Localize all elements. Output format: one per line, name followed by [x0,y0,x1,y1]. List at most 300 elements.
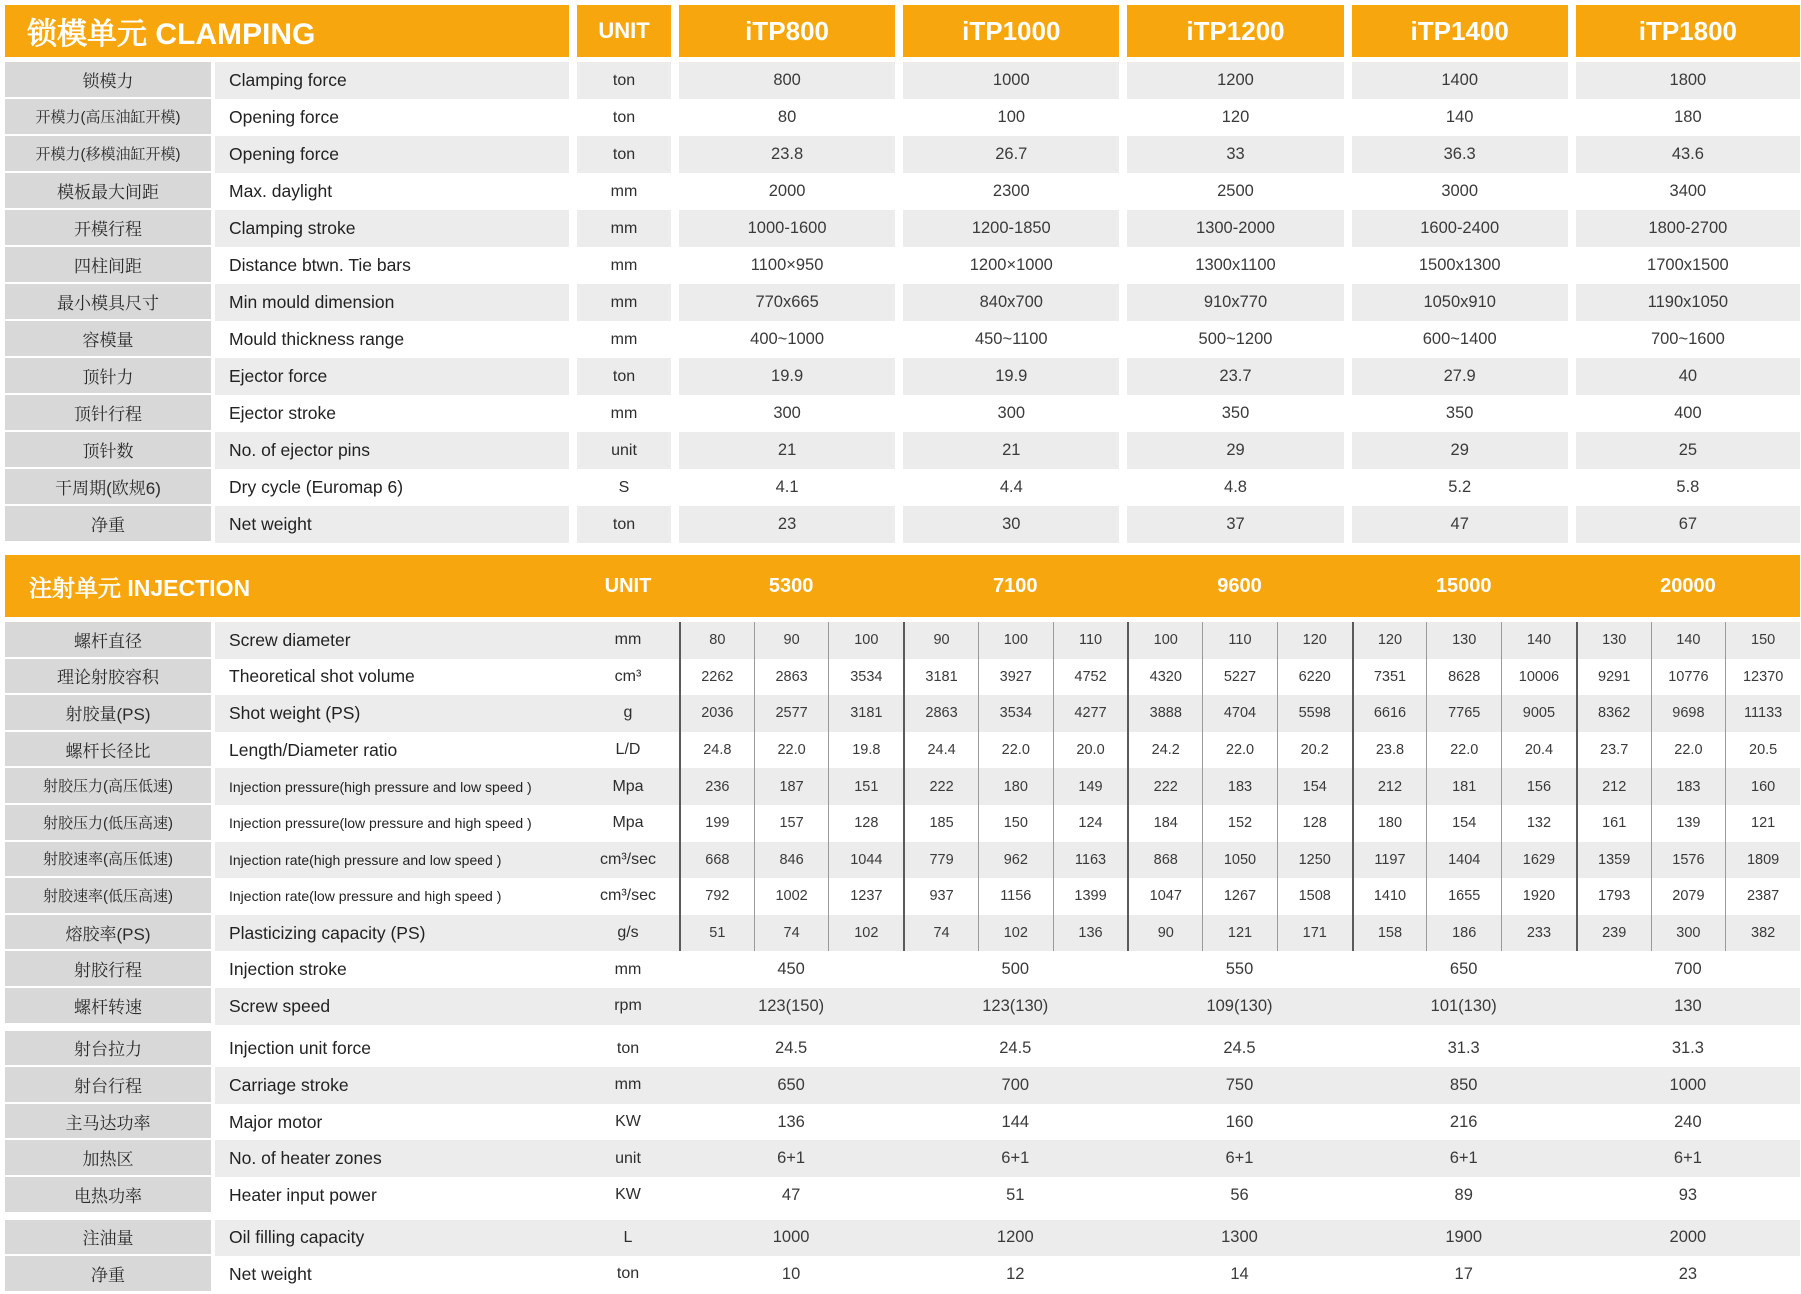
row-label-cn: 电热功率 [5,1177,215,1214]
value-cell: 43.6 [1671,145,1704,163]
value-cell: 1300 [1221,1228,1258,1247]
value-cell: 23.7 [1576,732,1651,769]
value-cell: 6616 [1352,695,1427,732]
value-cell: 700 [1001,1075,1030,1094]
row-unit: ton [577,506,679,543]
value-cell: 750 [1225,1075,1254,1094]
value-cell: 23 [1678,1264,1698,1283]
row-label-cn: 最小模具尺寸 [5,284,215,321]
value-cell: 1576 [1651,842,1726,879]
row-label-en: Carriage stroke [229,1074,349,1095]
row-label-cn: 射胶量(PS) [5,695,215,732]
value-cell: 4704 [1202,695,1277,732]
value-cell: 20.5 [1725,732,1800,769]
value-cell: 140 [1501,622,1576,659]
value-cell: 1629 [1501,842,1576,879]
value-cell: 1267 [1202,878,1277,915]
spec-row [5,732,1800,769]
value-cell: 121 [1725,805,1800,842]
value-cell: 4752 [1053,659,1128,696]
value-cell: 157 [754,805,829,842]
value-cell: 25 [1678,441,1698,459]
row-unit: mm [577,395,679,432]
value-cell: 1359 [1576,842,1651,879]
value-cell: 8628 [1426,659,1501,696]
value-cell: 150 [1725,622,1800,659]
value-cell: 1197 [1352,842,1427,879]
value-cell: 1100×950 [679,247,903,284]
row-label-en: Injection rate(high pressure and low speed ) [229,851,502,868]
value-cell: 1000 [1669,1075,1707,1094]
value-cell: 181 [1426,768,1501,805]
value-cell: 2262 [679,659,754,696]
value-cell: 40 [1678,367,1698,385]
row-label-en: Injection pressure(low pressure and high speed ) [229,815,532,832]
value-cell: 136 [1053,915,1128,952]
value-cell: 21 [679,432,903,469]
row-unit: unit [615,1149,641,1167]
value-cell: 400~1000 [679,321,903,358]
value-cell: 51 [679,915,754,952]
value-cell: 1000 [772,1228,810,1247]
value-cell: 100 [903,99,1127,136]
unit-header-20000: 20000 [1660,574,1716,597]
model-header-itp1200: iTP1200 [1127,5,1351,57]
row-label-cn: 开模力(移模油缸开模) [5,136,215,173]
row-label-cn: 顶针数 [5,432,215,469]
value-cell: 2387 [1725,878,1800,915]
value-cell: 240 [1674,1112,1702,1131]
value-cell: 23.8 [679,136,903,173]
spec-row [5,395,1800,432]
value-cell: 1655 [1426,878,1501,915]
value-cell: 140 [1651,622,1726,659]
row-label-en: Mould thickness range [215,321,577,358]
value-cell: 1500x1300 [1352,247,1576,284]
unit-header-15000: 15000 [1435,574,1492,597]
row-label-en: Opening force [215,99,577,136]
value-cell: 1300x1100 [1127,247,1351,284]
unit-header-7100: 7100 [993,574,1038,597]
value-cell: 90 [1127,915,1202,952]
value-cell: 24.8 [679,732,754,769]
value-cell: 450~1100 [903,321,1127,358]
row-unit: mm [614,1076,642,1094]
row-label-en: Injection unit force [229,1038,372,1059]
value-cell: 47 [781,1185,801,1204]
row-label-cn: 开模行程 [5,210,215,247]
value-cell: 199 [679,805,754,842]
value-cell: 400 [1674,404,1702,422]
value-cell: 2000 [679,173,903,210]
value-cell: 779 [903,842,978,879]
value-cell: 19.9 [679,358,903,395]
value-cell: 700 [1674,960,1702,979]
value-cell: 1404 [1426,842,1501,879]
spec-row [5,988,1800,1025]
value-cell: 7765 [1426,695,1501,732]
value-cell: 3534 [828,659,903,696]
row-label-cn: 射胶行程 [5,951,215,988]
row-label-cn: 射胶压力(低压高速) [5,805,215,842]
row-label-cn: 注油量 [5,1220,215,1257]
value-cell: 500 [1001,960,1030,979]
spec-row [5,99,1800,136]
row-label-cn: 螺杆长径比 [5,732,215,769]
value-cell: 90 [754,622,829,659]
row-label-en: Screw diameter [229,629,351,650]
value-cell: 140 [1352,99,1576,136]
spec-row [5,1104,1800,1141]
value-cell: 154 [1277,768,1352,805]
value-cell: 136 [777,1112,805,1131]
value-cell: 4.8 [1127,469,1351,506]
value-cell: 9005 [1501,695,1576,732]
row-unit: mm [614,631,642,649]
value-cell: 31.3 [1671,1039,1704,1058]
value-cell: 128 [828,805,903,842]
value-cell: 93 [1678,1185,1698,1204]
row-unit: g/s [617,924,639,942]
row-label-en: Heater input power [229,1184,377,1205]
value-cell: 1410 [1352,878,1427,915]
value-cell: 22.0 [754,732,829,769]
value-cell: 6+1 [1001,1149,1030,1168]
value-cell: 130 [1426,622,1501,659]
value-cell: 1508 [1277,878,1352,915]
clamping-header-row [5,5,1800,57]
value-cell: 19.8 [828,732,903,769]
row-label-cn: 主马达功率 [5,1104,215,1141]
injection-header-row [5,555,1800,617]
value-cell: 1800 [1669,71,1707,89]
value-cell: 14 [1230,1264,1249,1283]
row-unit: KW [615,1186,641,1204]
model-header-itp800: iTP800 [679,5,903,57]
value-cell: 151 [828,768,903,805]
value-cell: 24.5 [1223,1039,1256,1058]
value-cell: 150 [978,805,1053,842]
value-cell: 51 [1006,1185,1025,1204]
row-label-en: Plasticizing capacity (PS) [229,922,426,943]
unit-header-5300: 5300 [768,574,814,597]
value-cell: 4.4 [903,469,1127,506]
value-cell: 4320 [1127,659,1202,696]
value-cell: 30 [903,506,1127,543]
value-cell: 21 [903,432,1127,469]
value-cell: 937 [903,878,978,915]
value-cell: 24.5 [775,1039,808,1058]
row-label-cn: 射胶压力(高压低速) [5,768,215,805]
value-cell: 1600-2400 [1352,210,1576,247]
row-unit: mm [614,960,642,978]
value-cell: 100 [978,622,1053,659]
value-cell: 120 [1277,622,1352,659]
injection-rows [5,622,1800,1293]
row-unit: mm [577,210,679,247]
value-cell: 110 [1202,622,1277,659]
value-cell: 29 [1127,432,1351,469]
spec-row [5,506,1800,543]
clamping-unit-header: UNIT [577,5,679,57]
value-cell: 183 [1651,768,1726,805]
value-cell: 128 [1277,805,1352,842]
row-label-en: Opening force [215,136,577,173]
clamping-rows [5,62,1800,543]
value-cell: 102 [978,915,1053,952]
value-cell: 600~1400 [1352,321,1576,358]
row-unit: KW [615,1113,641,1131]
value-cell: 2577 [754,695,829,732]
value-cell: 3534 [978,695,1053,732]
value-cell: 139 [1651,805,1726,842]
value-cell: 212 [1576,768,1651,805]
value-cell: 110 [1053,622,1128,659]
spec-row [5,210,1800,247]
row-label-cn: 净重 [5,1256,215,1293]
value-cell: 11133 [1725,695,1800,732]
value-cell: 20.0 [1053,732,1128,769]
row-label-en: Theoretical shot volume [229,666,415,687]
spec-row [5,951,1800,988]
spec-row [5,768,1800,805]
row-label-en: Screw speed [229,995,331,1016]
row-label-en: Oil filling capacity [229,1227,365,1248]
value-cell: 3927 [978,659,1053,696]
value-cell: 90 [903,622,978,659]
injection-section-title: 注射单元 INJECTION [29,574,251,601]
row-label-cn: 射胶速率(高压低速) [5,842,215,879]
value-cell: 24.4 [903,732,978,769]
row-unit: L [623,1228,633,1246]
value-cell: 1002 [754,878,829,915]
value-cell: 3000 [1352,173,1576,210]
spec-row [5,1067,1800,1104]
value-cell: 1200-1850 [903,210,1127,247]
value-cell: 20.2 [1277,732,1352,769]
value-cell: 154 [1426,805,1501,842]
clamping-section-title: 锁模单元 CLAMPING [5,5,577,57]
row-label-cn: 射胶速率(低压高速) [5,878,215,915]
value-cell: 2079 [1651,878,1726,915]
model-header-itp1000: iTP1000 [903,5,1127,57]
value-cell: 3181 [828,695,903,732]
value-cell: 700~1600 [1650,330,1725,348]
model-header-itp1800: iTP1800 [1576,5,1800,57]
value-cell: 12370 [1725,659,1800,696]
spec-row [5,62,1800,99]
value-cell: 6+1 [1225,1149,1254,1168]
value-cell: 180 [978,768,1053,805]
value-cell: 101(130) [1430,996,1497,1015]
value-cell: 800 [679,62,903,99]
value-cell: 8362 [1576,695,1651,732]
row-label-en: Clamping stroke [215,210,577,247]
spec-row [5,1256,1800,1293]
value-cell: 846 [754,842,829,879]
value-cell: 130 [1674,996,1702,1015]
value-cell: 17 [1454,1264,1473,1283]
value-cell: 1156 [978,878,1053,915]
value-cell: 123(130) [982,996,1049,1015]
spec-row [5,915,1800,952]
spec-row [5,173,1800,210]
value-cell: 222 [1127,768,1202,805]
row-label-cn: 容模量 [5,321,215,358]
value-cell: 160 [1725,768,1800,805]
value-cell: 1163 [1053,842,1128,879]
value-cell: 868 [1127,842,1202,879]
value-cell: 33 [1127,136,1351,173]
value-cell: 144 [1001,1112,1030,1131]
row-label-en: Net weight [229,1263,312,1284]
value-cell: 770x665 [679,284,903,321]
value-cell: 121 [1202,915,1277,952]
value-cell: 850 [1449,1075,1478,1094]
row-label-en: Net weight [215,506,577,543]
spec-row [5,469,1800,506]
row-label-cn: 模板最大间距 [5,173,215,210]
value-cell: 1800-2700 [1648,219,1728,237]
value-cell: 185 [903,805,978,842]
value-cell: 550 [1225,960,1254,979]
value-cell: 2500 [1127,173,1351,210]
spec-row [5,1220,1800,1257]
spec-row [5,878,1800,915]
value-cell: 4277 [1053,695,1128,732]
row-label-en: Injection pressure(high pressure and low speed ) [229,778,532,795]
value-cell: 6220 [1277,659,1352,696]
value-cell: 6+1 [1449,1149,1478,1168]
value-cell: 160 [1225,1112,1254,1131]
value-cell: 233 [1501,915,1576,952]
row-label-cn: 锁模力 [5,62,215,99]
value-cell: 1700x1500 [1647,256,1729,274]
row-label-cn: 熔胶率(PS) [5,915,215,952]
row-unit: Mpa [612,814,644,832]
value-cell: 9698 [1651,695,1726,732]
value-cell: 1920 [1501,878,1576,915]
row-unit: mm [577,173,679,210]
row-label-en: Max. daylight [215,173,577,210]
value-cell: 962 [978,842,1053,879]
row-label-cn: 射台拉力 [5,1031,215,1068]
value-cell: 3888 [1127,695,1202,732]
row-label-cn: 螺杆直径 [5,622,215,659]
value-cell: 7351 [1352,659,1427,696]
value-cell: 382 [1725,915,1800,952]
value-cell: 186 [1426,915,1501,952]
value-cell: 132 [1501,805,1576,842]
value-cell: 74 [754,915,829,952]
row-label-cn: 开模力(高压油缸开模) [5,99,215,136]
value-cell: 668 [679,842,754,879]
value-cell: 1044 [828,842,903,879]
value-cell: 20.4 [1501,732,1576,769]
row-unit: cm³/sec [600,887,656,905]
value-cell: 6+1 [1673,1149,1702,1168]
value-cell: 180 [1674,108,1702,126]
value-cell: 156 [1501,768,1576,805]
value-cell: 100 [1127,622,1202,659]
spec-row [5,622,1800,659]
value-cell: 2000 [1669,1228,1707,1247]
value-cell: 239 [1576,915,1651,952]
row-label-en: Distance btwn. Tie bars [215,247,577,284]
spec-row [5,321,1800,358]
spec-row [5,1031,1800,1068]
row-label-cn: 螺杆转速 [5,988,215,1025]
value-cell: 27.9 [1352,358,1576,395]
value-cell: 9291 [1576,659,1651,696]
row-label-en: Major motor [229,1111,323,1132]
row-unit: g [623,704,633,722]
value-cell: 1793 [1576,878,1651,915]
row-unit: ton [577,358,679,395]
value-cell: 910x770 [1127,284,1351,321]
value-cell: 24.2 [1127,732,1202,769]
row-label-cn: 顶针力 [5,358,215,395]
row-label-en: Ejector stroke [215,395,577,432]
unit-header-9600: 9600 [1217,574,1262,597]
value-cell: 171 [1277,915,1352,952]
value-cell: 123(150) [758,996,825,1015]
value-cell: 120 [1127,99,1351,136]
value-cell: 1000 [903,62,1127,99]
value-cell: 1237 [828,878,903,915]
row-label-cn: 理论射胶容积 [5,659,215,696]
spec-row [5,805,1800,842]
value-cell: 26.7 [903,136,1127,173]
row-label-cn: 加热区 [5,1140,215,1177]
value-cell: 187 [754,768,829,805]
row-label-en: Injection stroke [229,959,347,980]
value-cell: 184 [1127,805,1202,842]
value-cell: 650 [1449,960,1478,979]
value-cell: 5598 [1277,695,1352,732]
value-cell: 5227 [1202,659,1277,696]
value-cell: 67 [1678,515,1698,533]
value-cell: 74 [903,915,978,952]
value-cell: 1900 [1445,1228,1483,1247]
row-label-cn: 净重 [5,506,215,543]
row-unit: ton [577,99,679,136]
value-cell: 24.5 [999,1039,1032,1058]
row-label-en: No. of ejector pins [215,432,577,469]
value-cell: 158 [1352,915,1427,952]
row-unit: ton [577,62,679,99]
value-cell: 19.9 [903,358,1127,395]
value-cell: 149 [1053,768,1128,805]
row-label-cn: 顶针行程 [5,395,215,432]
value-cell: 23 [679,506,903,543]
spec-row [5,432,1800,469]
model-header-itp1400: iTP1400 [1352,5,1576,57]
value-cell: 1200 [996,1228,1034,1247]
value-cell: 1250 [1277,842,1352,879]
value-cell: 130 [1576,622,1651,659]
spec-row [5,1177,1800,1214]
row-label-en: Length/Diameter ratio [229,739,398,760]
value-cell: 56 [1230,1185,1249,1204]
value-cell: 109(130) [1206,996,1273,1015]
row-unit: L/D [615,741,641,759]
value-cell: 222 [903,768,978,805]
row-unit: mm [577,247,679,284]
value-cell: 180 [1352,805,1427,842]
value-cell: 300 [1651,915,1726,952]
value-cell: 1200×1000 [903,247,1127,284]
